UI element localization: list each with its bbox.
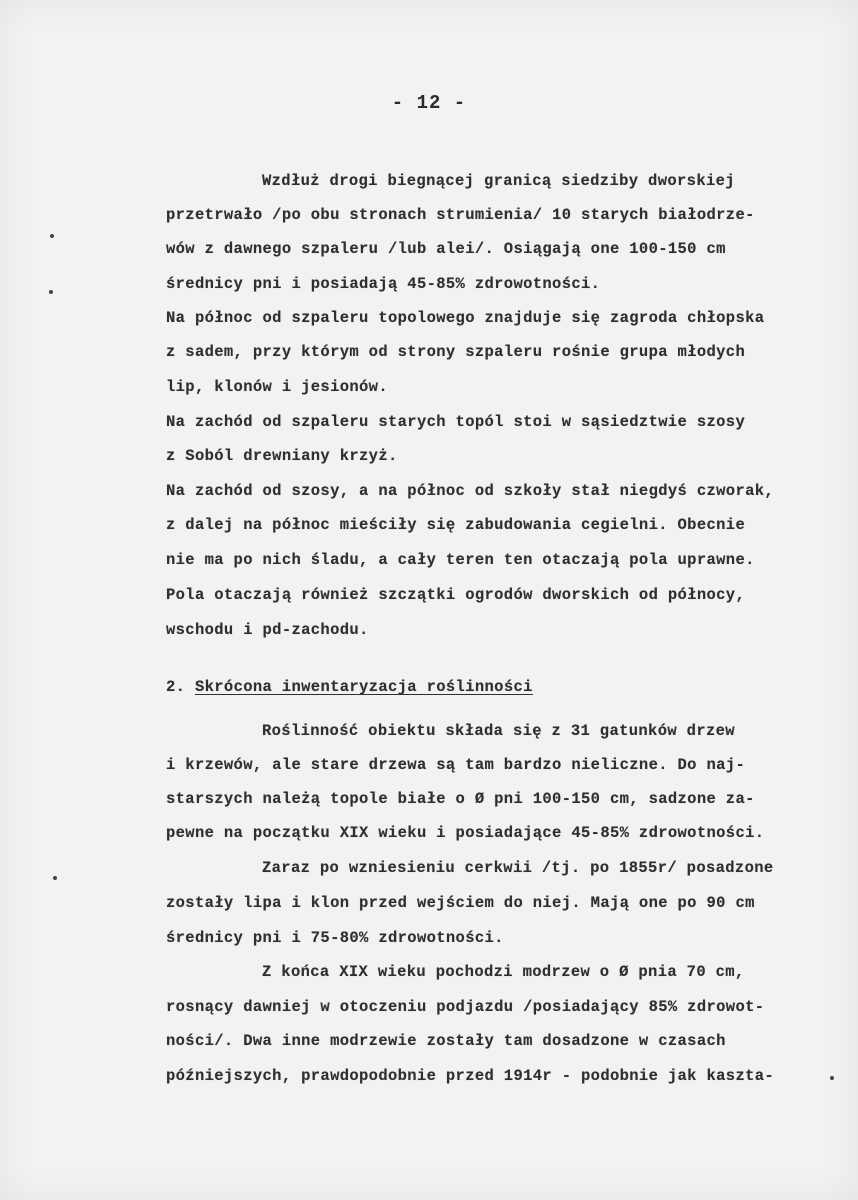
text-line: zostały lipa i klon przed wejściem do niej. Mają one po 90 cm — [166, 894, 755, 912]
scan-speck — [53, 876, 57, 880]
text-line: późniejszych, prawdopodobnie przed 1914r - podobnie jak kaszta- — [166, 1067, 775, 1085]
scan-speck — [49, 290, 53, 294]
text-line: średnicy pni i 75-80% zdrowotności. — [166, 929, 504, 947]
text-line: wów z dawnego szpaleru /lub alei/. Osiągają one 100-150 cm — [166, 240, 726, 258]
text-line: Na północ od szpaleru topolowego znajduje się zagroda chłopska — [166, 309, 765, 327]
scan-speck — [50, 234, 54, 238]
text-line: Wzdłuż drogi biegnącej granicą siedziby dworskiej — [262, 172, 735, 190]
section-title: Skrócona inwentaryzacja roślinności — [194, 678, 533, 696]
scan-speck — [830, 1076, 834, 1080]
page-number: - 12 - — [391, 92, 467, 114]
text-line: Zaraz po wzniesieniu cerkwii /tj. po 1855r/ posadzone — [262, 859, 774, 877]
text-line: Z końca XIX wieku pochodzi modrzew o Ø pnia 70 cm, — [262, 963, 745, 981]
text-line: średnicy pni i posiadają 45-85% zdrowotności. — [166, 275, 601, 293]
text-line: z Soból drewniany krzyż. — [166, 447, 398, 465]
text-line: lip, klonów i jesionów. — [166, 378, 388, 396]
text-line: nie ma po nich śladu, a cały teren ten otaczają pola uprawne. — [166, 551, 755, 569]
text-line: ności/. Dwa inne modrzewie zostały tam dosadzone w czasach — [166, 1032, 726, 1050]
section-number: 2. — [166, 678, 186, 696]
text-line: starszych należą topole białe o Ø pni 100-150 cm, sadzone za- — [166, 790, 755, 808]
text-line: i krzewów, ale stare drzewa są tam bardzo nieliczne. Do naj- — [166, 756, 746, 774]
text-line: Na zachód od szpaleru starych topól stoi w sąsiedztwie szosy — [166, 413, 746, 431]
text-line: przetrwało /po obu stronach strumienia/ 10 starych białodrze- — [166, 206, 755, 224]
text-line: Na zachód od szosy, a na północ od szkoły stał niegdyś czworak, — [166, 482, 775, 500]
text-line: rosnący dawniej w otoczeniu podjazdu /posiadający 85% zdrowot- — [166, 998, 765, 1016]
text-line: pewne na początku XIX wieku i posiadające 45-85% zdrowotności. — [166, 824, 765, 842]
text-line: z dalej na północ mieściły się zabudowania cegielni. Obecnie — [166, 516, 746, 534]
text-line: wschodu i pd-zachodu. — [166, 621, 369, 639]
section-heading — [166, 678, 533, 696]
text-line: z sadem, przy którym od strony szpaleru rośnie grupa młodych — [166, 343, 746, 361]
text-line: Roślinność obiektu składa się z 31 gatunków drzew — [262, 722, 735, 740]
text-line: Pola otaczają również szczątki ogrodów dworskich od północy, — [166, 586, 746, 604]
